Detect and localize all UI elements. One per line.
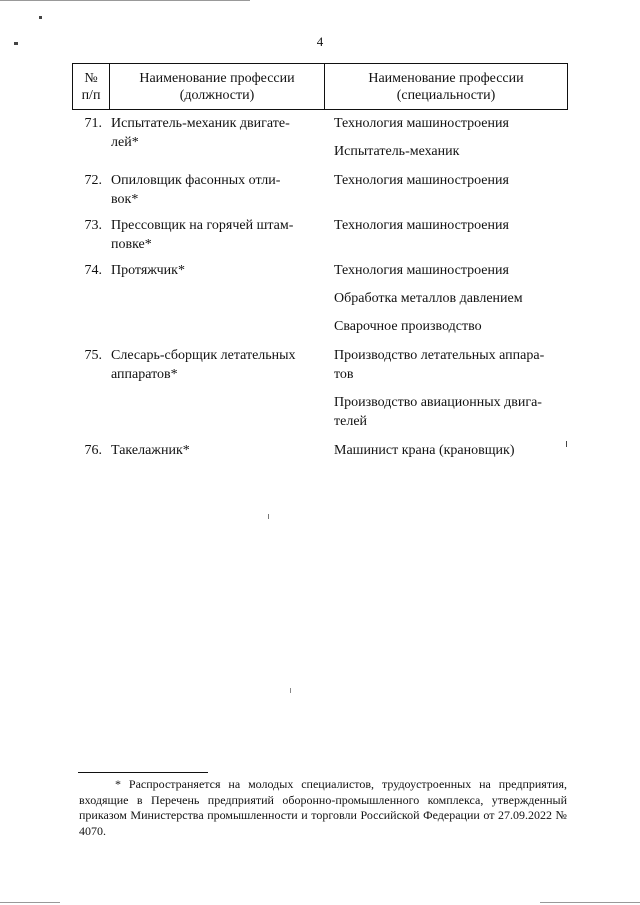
specialty-item: Технология машиностроения	[334, 173, 509, 188]
table-body	[72, 114, 568, 471]
row-number: 75.	[84, 348, 102, 363]
position-name: Испытатель-механик двигате- лей*	[111, 116, 290, 150]
header-position: Наименование профессии (должности)	[139, 70, 295, 103]
position-name: Опиловщик фасонных отли- вок*	[111, 173, 281, 207]
row-number: 72.	[84, 173, 102, 188]
specialty-list	[334, 171, 566, 190]
table-row	[72, 261, 568, 346]
position-name: Прессовщик на горячей штам- повке*	[111, 218, 294, 252]
header-specialty: Наименование профессии (специальности)	[368, 70, 524, 103]
specialty-item: Технология машиностроения	[334, 116, 509, 131]
specialty-item: Испытатель-механик	[334, 144, 460, 159]
specialty-item: Технология машиностроения	[334, 263, 509, 278]
table-row	[72, 441, 568, 471]
page-number: 4	[316, 34, 324, 49]
row-number: 74.	[84, 263, 102, 278]
scan-mark	[540, 902, 640, 903]
scan-mark	[566, 441, 567, 447]
specialty-item: Машинист крана (крановщик)	[334, 443, 515, 458]
table-row	[72, 114, 568, 171]
table-row	[72, 346, 568, 441]
table-row	[72, 216, 568, 261]
position-name: Слесарь-сборщик летательных аппаратов*	[111, 348, 296, 382]
scan-mark	[290, 688, 291, 693]
specialty-item: Обработка металлов давлением	[334, 291, 523, 306]
row-number: 76.	[84, 443, 102, 458]
table-header	[72, 63, 568, 110]
row-number: 71.	[84, 116, 102, 131]
position-name: Протяжчик*	[111, 263, 185, 278]
scan-mark	[0, 902, 60, 903]
specialty-list	[334, 114, 566, 161]
specialty-list	[334, 261, 566, 336]
row-number: 73.	[84, 218, 102, 233]
specialty-item: Технология машиностроения	[334, 218, 509, 233]
specialty-item: Производство авиационных двига- телей	[334, 395, 542, 429]
position-name: Такелажник*	[111, 443, 190, 458]
header-number: № п/п	[81, 70, 101, 103]
table-row	[72, 171, 568, 216]
specialty-item: Производство летательных аппара- тов	[334, 348, 545, 382]
footnote-rule	[78, 772, 208, 773]
specialty-list	[334, 441, 566, 460]
specialty-list	[334, 346, 566, 431]
scan-mark	[0, 0, 250, 1]
footnote: * Распространяется на молодых специалистов, трудоустроенных на предприятия, входящие в Перечень предприятий оборонно-промышленного комплекса, утвержденный приказом Министерства промышленности и торговли Российской Федерации от 27.09.2022 № 4070.	[79, 777, 567, 838]
scan-mark	[39, 16, 42, 19]
specialty-list	[334, 216, 566, 235]
scan-mark	[268, 514, 269, 519]
specialty-item: Сварочное производство	[334, 319, 482, 334]
